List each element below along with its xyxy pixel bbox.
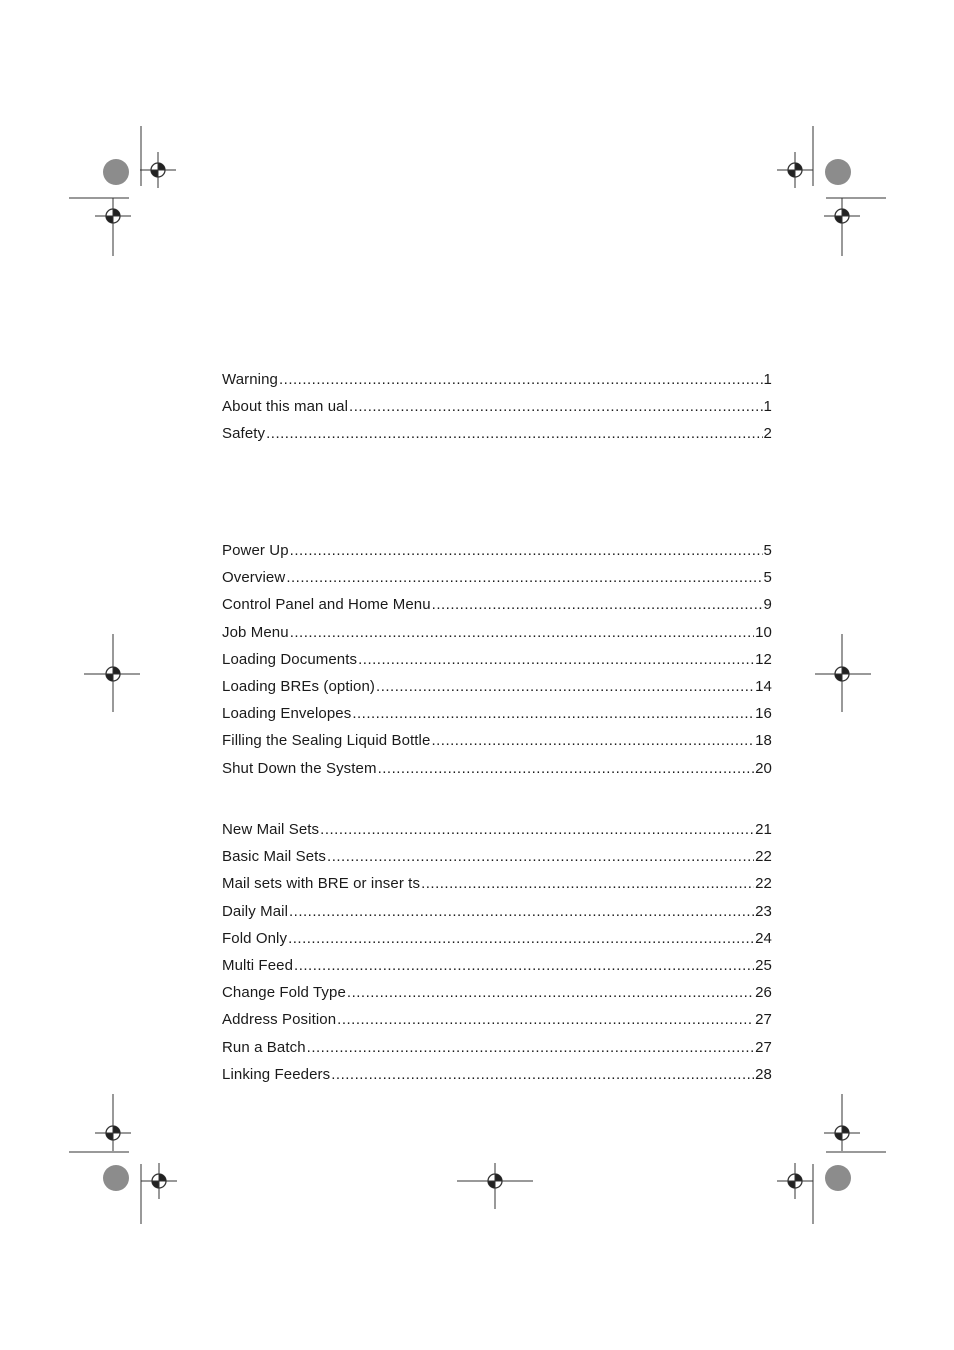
dot-leader [290,624,754,641]
toc-entry[interactable] [222,760,772,787]
toc-entry[interactable] [222,1066,772,1093]
toc-entry-page: 1 [763,371,772,388]
dot-leader [294,957,754,974]
toc-entry-title: New Mail Sets [222,821,320,838]
toc-entry-title: Warning [222,371,278,388]
toc-entry-title: Linking Feeders [222,1065,331,1083]
dot-leader [327,848,754,865]
dot-leader [347,984,754,1001]
toc-entry[interactable] [222,569,772,596]
toc-entry-title: Filling the Sealing Liquid Bottle [222,732,431,750]
dot-leader [358,651,754,668]
dot-leader [349,398,763,415]
dot-leader [421,875,754,892]
toc-entry-page: 12 [755,650,772,668]
toc-entry-page: 9 [763,596,772,614]
toc-entry[interactable] [222,398,772,425]
dot-leader [432,596,763,613]
dot-leader [289,903,754,920]
grey-registration-dot-icon [103,1165,129,1191]
toc-entry[interactable] [222,1011,772,1038]
grey-registration-dot-icon [103,159,129,185]
toc-entry-title: Shut Down the System [222,759,377,777]
toc-entry-page: 25 [755,956,772,974]
toc-entry-title: Multi Feed [222,956,294,974]
toc-entry-title: Fold Only [222,929,288,947]
toc-entry-title: Run a Batch [222,1038,306,1056]
toc-section-1 [222,371,772,453]
toc-entry-title: Change Fold Type [222,984,346,1002]
toc-entry-page: 16 [755,705,772,723]
crosshair-target-icon [777,1163,813,1199]
toc-entry-page: 2 [763,425,772,443]
toc-entry[interactable] [222,930,772,957]
toc-entry[interactable] [222,596,772,623]
toc-entry[interactable] [222,903,772,930]
toc-entry-page: 18 [755,732,772,750]
toc-entry-title: Control Panel and Home Menu [222,596,431,614]
crosshair-target-icon [777,152,813,188]
dot-leader [288,930,754,947]
toc-entry-title: Overview [222,569,286,587]
dot-leader [378,760,755,777]
dot-leader [320,821,754,838]
dot-leader [290,542,763,559]
dot-leader [376,678,754,695]
toc-entry[interactable] [222,371,772,398]
toc-entry-title: Address Position [222,1011,337,1029]
toc-entry[interactable] [222,957,772,984]
toc-entry-title: Basic Mail Sets [222,848,327,866]
crosshair-target-icon [140,152,176,188]
toc-entry-title: Power Up [222,542,289,559]
grey-registration-dot-icon [825,1165,851,1191]
toc-entry-page: 21 [755,821,772,838]
toc-entry-page: 22 [755,848,772,866]
toc-entry[interactable] [222,984,772,1011]
toc-entry-page: 23 [755,902,772,920]
toc-section-3 [222,821,772,1093]
dot-leader [307,1039,754,1056]
toc-entry-title: About this man ual [222,398,349,416]
toc-entry[interactable] [222,732,772,759]
dot-leader [286,569,762,586]
toc-entry[interactable] [222,678,772,705]
toc-entry-page: 22 [755,875,772,893]
toc-entry-title: Loading BREs (option) [222,677,376,695]
toc-entry-title: Mail sets with BRE or inser ts [222,875,421,893]
dot-leader [337,1011,754,1028]
toc-entry-page: 1 [763,398,772,416]
toc-entry[interactable] [222,875,772,902]
toc-entry-page: 26 [755,984,772,1002]
toc-entry[interactable] [222,624,772,651]
toc-entry[interactable] [222,651,772,678]
toc-entry[interactable] [222,542,772,569]
toc-entry-title: Loading Documents [222,650,358,668]
toc-entry-title: Job Menu [222,623,289,641]
toc-entry[interactable] [222,821,772,848]
dot-leader [431,732,754,749]
toc-entry-page: 24 [755,929,772,947]
toc-entry[interactable] [222,1039,772,1066]
toc-entry[interactable] [222,848,772,875]
dot-leader [331,1066,754,1083]
dot-leader [266,425,762,442]
toc-entry[interactable] [222,705,772,732]
toc-entry-page: 27 [755,1038,772,1056]
toc-entry-page: 5 [763,542,772,559]
toc-entry-title: Safety [222,425,266,443]
toc-section-2 [222,542,772,787]
dot-leader [279,371,763,388]
toc-entry-page: 10 [755,623,772,641]
dot-leader [352,705,754,722]
toc-entry-title: Daily Mail [222,902,289,920]
toc-entry-page: 20 [755,759,772,777]
toc-entry-page: 5 [763,569,772,587]
toc-entry[interactable] [222,425,772,452]
toc-entry-title: Loading Envelopes [222,705,352,723]
toc-entry-page: 14 [755,677,772,695]
toc-entry-page: 28 [755,1065,772,1083]
crosshair-target-icon [141,1163,177,1199]
grey-registration-dot-icon [825,159,851,185]
toc-entry-page: 27 [755,1011,772,1029]
